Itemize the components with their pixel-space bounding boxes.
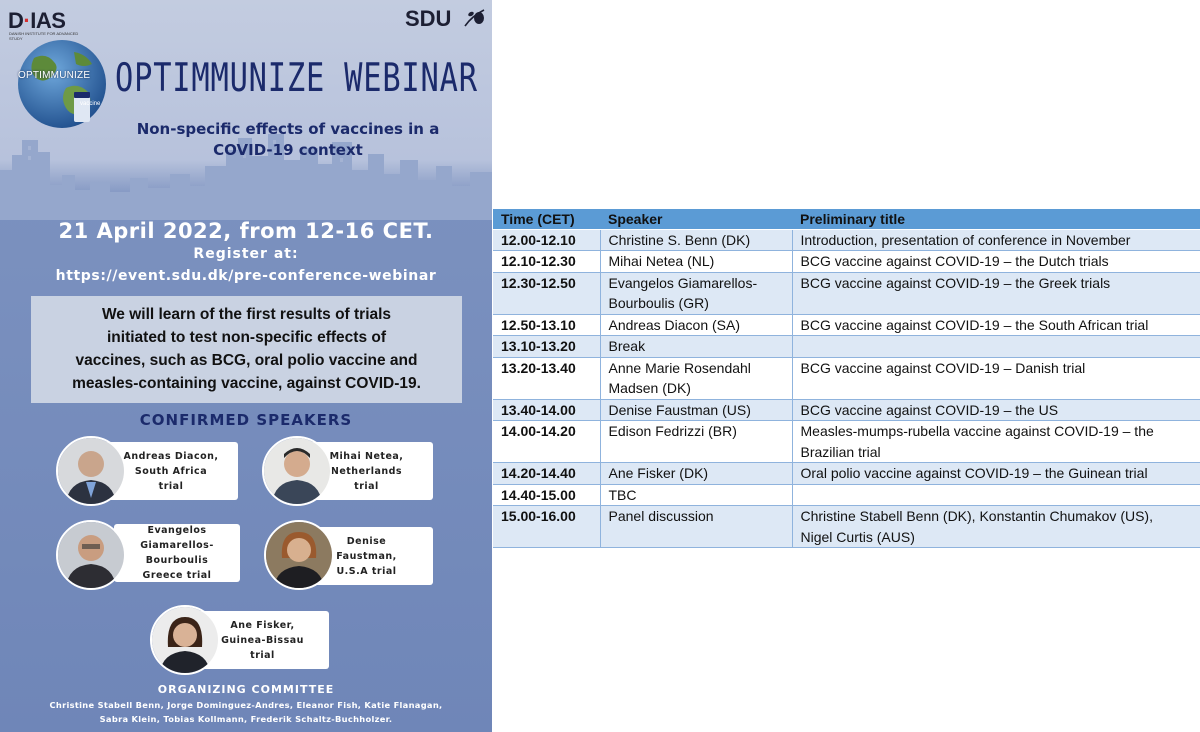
title-line: BCG vaccine against COVID-19 – the South African trial: [800, 316, 1149, 333]
cell-title: [792, 272, 1200, 314]
title-line: Nigel Curtis (AUS): [800, 528, 915, 545]
header-title: Preliminary title: [792, 209, 1200, 229]
table-row: [493, 251, 1200, 273]
learn-line: We will learn of the first results of trials: [101, 306, 392, 323]
speaker-line: Evangelos Giamarellos-: [608, 274, 758, 291]
speaker-line: Bourboulis: [145, 555, 209, 566]
cell-time: 12.30-12.50: [493, 272, 600, 314]
speaker-line: trial: [158, 480, 184, 492]
speaker-photo-giamarellos: [56, 520, 126, 590]
cell-time: 13.40-14.00: [493, 399, 600, 421]
speaker-line: Mihai Netea,: [329, 450, 404, 462]
speaker-card-giamarellos: [114, 524, 240, 582]
cell-speaker: [600, 314, 792, 336]
speaker-line: South Africa: [134, 465, 208, 477]
speaker-line: trial: [250, 649, 275, 661]
cell-time: 15.00-16.00: [493, 506, 600, 548]
speaker-line: TBC: [608, 486, 637, 503]
poster-subtitle: [100, 119, 476, 161]
speaker-line: Break: [608, 338, 646, 354]
vaccine-vial-label: vaccine: [80, 101, 101, 107]
cell-title: [792, 506, 1200, 548]
dias-logo-subtitle: DANISH INSTITUTE FOR ADVANCED STUDY: [9, 31, 79, 41]
title-line: BCG vaccine against COVID-19 – Danish trial: [800, 359, 1086, 376]
speaker-line: Anne Marie Rosendahl: [608, 359, 751, 376]
sdu-olive-branch-icon: [462, 6, 488, 30]
speaker-line: Evangelos: [147, 525, 207, 536]
speaker-photo-netea: [262, 436, 332, 506]
organizing-committee-heading: ORGANIZING COMMITTEE: [157, 683, 335, 696]
speaker-line: Giamarellos-: [140, 540, 214, 551]
cell-time: 12.00-12.10: [493, 229, 600, 251]
speaker-line: Faustman,: [336, 550, 397, 562]
speaker-line: Denise Faustman (US): [608, 401, 751, 418]
title-line: BCG vaccine against COVID-19 – the Dutch trials: [800, 253, 1109, 269]
table-header-row: [493, 209, 1200, 229]
learn-summary-box: [31, 296, 462, 403]
organizing-committee-members: [14, 698, 478, 726]
cell-speaker: [600, 336, 792, 358]
cell-title: [792, 357, 1200, 399]
title-line: Introduction, presentation of conference in November: [800, 231, 1131, 248]
cell-title: [792, 336, 1200, 358]
webinar-schedule-table: [493, 209, 1200, 548]
speaker-line: Mihai Netea (NL): [608, 253, 715, 269]
title-line: BCG vaccine against COVID-19 – the Greek trials: [800, 274, 1111, 291]
speaker-photo-fisker: [150, 605, 220, 675]
cell-title: [792, 463, 1200, 485]
globe-logo-label: OPTIMMUNIZE: [18, 70, 91, 81]
speaker-line: Denise: [346, 535, 387, 547]
cell-time: 14.40-15.00: [493, 484, 600, 506]
webinar-poster: [0, 0, 492, 732]
title-line: Brazilian trial: [800, 443, 881, 460]
table-row: [493, 421, 1200, 463]
dias-logo-dot: ·: [23, 8, 31, 33]
cell-time: 14.00-14.20: [493, 421, 600, 463]
committee-line: Sabra Klein, Tobias Kollmann, Frederik Schaltz-Buchholzer.: [99, 714, 393, 724]
cell-title: [792, 251, 1200, 273]
cell-title: [792, 421, 1200, 463]
table-body: [493, 229, 1200, 548]
cell-speaker: [600, 251, 792, 273]
register-label: Register at:: [193, 246, 299, 262]
header-speaker: Speaker: [600, 209, 792, 229]
speaker-line: Ane Fisker (DK): [608, 465, 709, 481]
cell-speaker: [600, 506, 792, 548]
table-row: [493, 399, 1200, 421]
globe-logo-icon: [14, 38, 112, 130]
speaker-line: Netherlands: [330, 465, 403, 477]
subtitle-line: COVID-19 context: [213, 141, 363, 159]
cell-time: 13.20-13.40: [493, 357, 600, 399]
cell-time: 13.10-13.20: [493, 336, 600, 358]
title-line: BCG vaccine against COVID-19 – the US: [800, 401, 1059, 418]
speaker-line: trial: [354, 480, 379, 492]
table-row: [493, 314, 1200, 336]
cell-speaker: [600, 484, 792, 506]
speaker-line: Bourboulis (GR): [608, 295, 709, 311]
speaker-line: U.S.A trial: [336, 565, 397, 577]
event-date: 21 April 2022, from 12-16 CET.: [58, 219, 434, 243]
registration-link[interactable]: https://event.sdu.dk/pre-conference-webinar: [55, 268, 437, 284]
speaker-line: Ane Fisker,: [230, 619, 295, 631]
speaker-line: Greece trial: [142, 570, 212, 581]
confirmed-speakers-heading: CONFIRMED SPEAKERS: [139, 411, 353, 429]
cell-time: 14.20-14.40: [493, 463, 600, 485]
learn-line: measles-containing vaccine, against COVID-19.: [72, 375, 421, 392]
header-time: Time (CET): [493, 209, 600, 229]
title-line: Christine Stabell Benn (DK), Konstantin Chumakov (US),: [800, 508, 1153, 524]
cell-title: [792, 399, 1200, 421]
cell-title: [792, 229, 1200, 251]
cell-time: 12.50-13.10: [493, 314, 600, 336]
table-row: [493, 336, 1200, 358]
title-line: Oral polio vaccine against COVID-19 – the Guinean trial: [800, 465, 1148, 481]
cell-speaker: [600, 357, 792, 399]
table-row: [493, 357, 1200, 399]
title-line: Measles-mumps-rubella vaccine against COVID-19 – the: [800, 423, 1154, 439]
table-row: [493, 229, 1200, 251]
speaker-line: Andreas Diacon,: [123, 450, 219, 462]
speaker-line: Guinea-Bissau: [221, 634, 304, 646]
cell-title: [792, 484, 1200, 506]
speaker-photo-faustman: [264, 520, 334, 590]
table-row: [493, 484, 1200, 506]
title-line: [801, 336, 1193, 356]
cell-speaker: [600, 272, 792, 314]
speaker-line: Edison Fedrizzi (BR): [608, 423, 737, 439]
committee-line: Christine Stabell Benn, Jorge Dominguez-Andres, Eleanor Fish, Katie Flanagan,: [49, 700, 443, 710]
speaker-line: Madsen (DK): [608, 380, 691, 396]
learn-line: vaccines, such as BCG, oral polio vaccine and: [75, 352, 418, 369]
cell-speaker: [600, 229, 792, 251]
speaker-line: Panel discussion: [608, 508, 714, 524]
sdu-logo: SDU: [405, 6, 452, 31]
title-line: [801, 485, 1193, 505]
table-row: [493, 272, 1200, 314]
table-row: [493, 506, 1200, 548]
cell-speaker: [600, 421, 792, 463]
dias-logo: D·IAS: [8, 8, 66, 33]
speaker-line: Christine S. Benn (DK): [608, 231, 751, 248]
subtitle-line: Non-specific effects of vaccines in a: [136, 120, 440, 138]
table-row: [493, 463, 1200, 485]
cell-time: 12.10-12.30: [493, 251, 600, 273]
speaker-line: Andreas Diacon (SA): [608, 316, 741, 333]
speaker-photo-diacon: [56, 436, 126, 506]
poster-title: OPTIMMUNIZE WEBINAR: [115, 56, 478, 101]
cell-speaker: [600, 463, 792, 485]
cell-title: [792, 314, 1200, 336]
learn-line: initiated to test non-specific effects of: [106, 329, 387, 346]
cell-speaker: [600, 399, 792, 421]
